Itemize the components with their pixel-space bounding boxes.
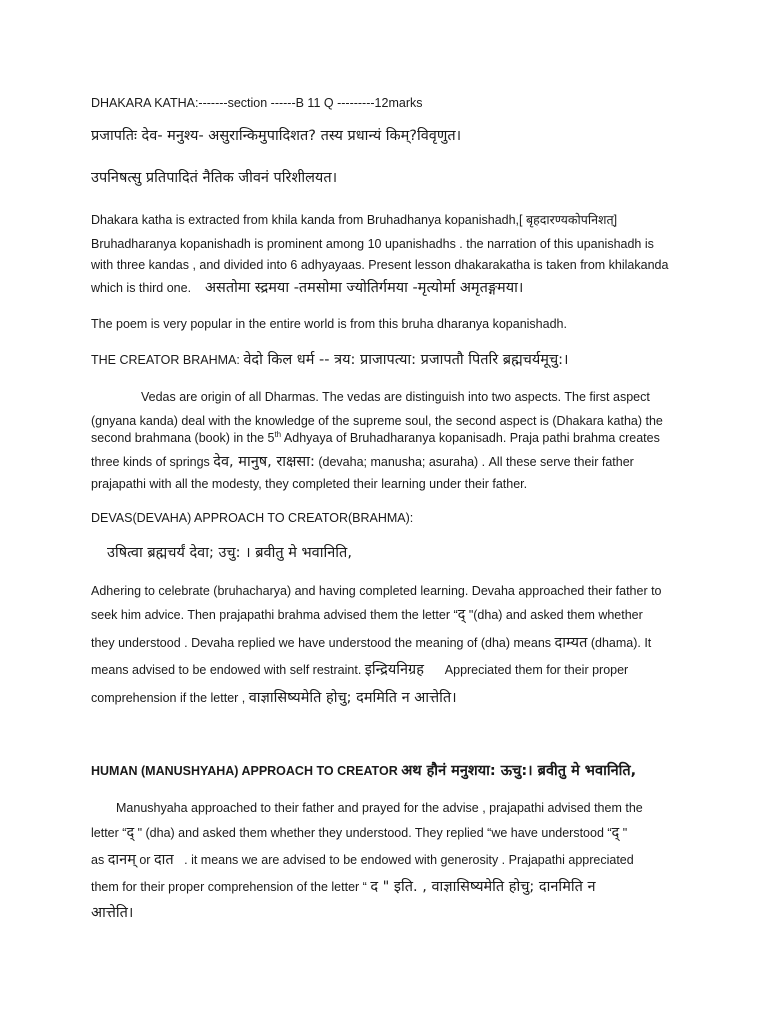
human-line-2a: letter “ [91, 826, 127, 840]
vedas-line-1: Vedas are origin of all Dharmas. The vedas are distinguish into two aspects. The first aspect [141, 390, 650, 404]
devas-para-line-4b: Appreciated them for their proper [444, 663, 629, 677]
intro-line-4 [91, 280, 679, 296]
human-line-3a: as [91, 853, 105, 867]
human-line-3-sanskrit-1: दानम् [107, 852, 136, 868]
human-line-2c: " [619, 826, 628, 840]
vedas-line-4 [91, 454, 679, 470]
human-line-2-sanskrit-1: द् [126, 825, 135, 841]
devas-para-line-5-sanskrit: वाज्ञासिष्यमेति होचु; दममिति न आत्तेति। [248, 690, 457, 706]
vedas-line-2: (gnyana kanda) deal with the knowledge of the supreme soul, the second aspect is (Dhakara katha) the [91, 414, 663, 428]
devas-para-line-3b: (dhama). It [590, 636, 652, 650]
human-line-5-sanskrit: आत्तेति। [91, 905, 134, 921]
devas-para-line-4-sanskrit: इन्द्रियनिग्रह [364, 662, 424, 678]
human-heading-sanskrit: अथ हौनं मनुशया: ऊचु:। ब्रवीतु मे भवानिति, [401, 763, 637, 779]
devas-para-line-4a: means advised to be endowed with self restraint. [91, 663, 362, 677]
creator-heading-text: THE CREATOR BRAHMA: [91, 353, 240, 367]
poem-line: The poem is very popular in the entire world is from this bruha dharanya kopanishadh. [91, 317, 567, 331]
devas-heading: DEVAS(DEVAHA) APPROACH TO CREATOR(BRAHMA): [91, 511, 414, 525]
human-line-3b: or [139, 853, 151, 867]
question-1-sanskrit: प्रजापतिः देव- मनुश्य- असुरान्किमुपादिशत? तस्य प्रधान्यं किम्?विवृणुत। [91, 128, 462, 144]
intro-line-3: with three kandas , and divided into 6 adhyayaas. Present lesson dhakarakatha is taken from khilakanda [91, 258, 669, 272]
intro-line-1: Dhakara katha is extracted from khila kanda from Bruhadhanya kopanishadh,[ बृहदारण्यकोपनिशत्] [91, 213, 618, 227]
devas-para-line-1: Adhering to celebrate (bruhacharya) and having completed learning. Devaha approached their father to [91, 584, 662, 598]
vedas-line-4-sanskrit: देव, मानुष, राक्षसा: [213, 454, 315, 470]
heading: DHAKARA KATHA:-------section ------B 11 Q ---------12marks [91, 96, 423, 110]
human-heading-text: HUMAN (MANUSHYAHA) APPROACH TO CREATOR [91, 764, 398, 778]
devas-para-line-2-sanskrit: द् [457, 607, 466, 623]
question-2-sanskrit: उपनिषत्सु प्रतिपादितं नैतिक जीवनं परिशीलयत। [91, 170, 338, 186]
vedas-line-4b: (devaha; manusha; asuraha) . All these serve their father [318, 455, 634, 469]
human-line-1: Manushyaha approached to their father and prayed for the advise , prajapathi advised them the [116, 801, 643, 815]
devas-para-line-4 [91, 662, 679, 678]
devas-para-line-2b: "(dha) and asked them whether [465, 608, 643, 622]
vedas-line-3b: Adhyaya of Bruhadharanya kopanisadh. Praja pathi brahma creates [281, 431, 660, 445]
vedas-line-3a: second brahmana (book) in the 5 [91, 431, 275, 445]
human-line-3c: . it means we are advised to be endowed with generosity . Prajapathi appreciated [184, 853, 634, 867]
human-line-2 [91, 825, 679, 841]
intro-line-2: Bruhadharanya kopanishadh is prominent among 10 upanishadhs . the narration of this upanishadh is [91, 237, 654, 251]
devas-para-line-3a: they understood . Devaha replied we have understood the meaning of (dha) means [91, 636, 552, 650]
human-line-3-sanskrit-2: दात [153, 852, 174, 868]
creator-heading [91, 352, 679, 368]
human-line-2b: " (dha) and asked them whether they understood. They replied “we have understood “ [134, 826, 612, 840]
intro-line-4-text: which is third one. [91, 281, 192, 295]
human-line-3 [91, 852, 679, 868]
devas-para-line-5 [91, 690, 679, 706]
devas-para-line-2a: seek him advice. Then prajapathi brahma advised them the letter “ [91, 608, 458, 622]
human-line-2-sanskrit-2: द् [611, 825, 620, 841]
human-line-4 [91, 879, 679, 895]
vedas-line-5: prajapathi with all the modesty, they completed their learning under their father. [91, 477, 528, 491]
creator-heading-sanskrit: वेदो किल धर्म -- त्रय: प्राजापत्या: प्रजापतौ पितरि ब्रह्मचर्यमूचु:। [243, 352, 569, 368]
devas-para-line-3-sanskrit: दाम्यत [554, 635, 588, 651]
human-line-4a: them for their proper comprehension of the letter “ [91, 880, 367, 894]
human-line-4-sanskrit: द " इति. , वाज्ञासिष्यमेति होचु; दानमिति न [370, 879, 596, 895]
devas-para-line-3 [91, 635, 679, 651]
devas-para-line-2 [91, 607, 679, 623]
vedas-line-3 [91, 430, 679, 446]
devas-para-line-5a: comprehension if the letter , [91, 691, 246, 705]
devas-sanskrit: उषित्वा ब्रह्मचर्यं देवा; उचु: । ब्रवीतु मे भवानिति, [107, 545, 352, 561]
vedas-line-4a: three kinds of springs [91, 455, 210, 469]
human-heading [91, 763, 679, 779]
intro-line-4-sanskrit: असतोमा स्द्रमया -तमसोमा ज्योतिर्गमया -मृत्योर्मा अमृतङ्गमया। [204, 280, 524, 296]
superscript-th: th [274, 429, 282, 439]
